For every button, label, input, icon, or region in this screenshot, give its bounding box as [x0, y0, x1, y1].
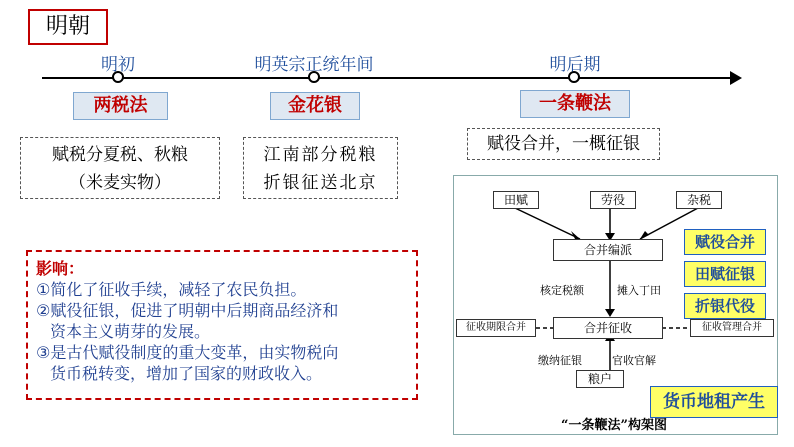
- policy-detail: [20, 137, 220, 199]
- impact-heading: 影响：: [36, 259, 85, 278]
- page-title: 明朝: [28, 9, 108, 45]
- policy-detail: [243, 137, 398, 199]
- edge-label: 官收官解: [612, 354, 656, 367]
- side-node: 征收管理合并: [690, 319, 774, 337]
- edge-label: 缴纳征银: [538, 354, 582, 367]
- source-node: 杂税: [676, 191, 722, 209]
- impact-line: ②赋役征银，促进了明朝中后期商品经济和: [36, 301, 339, 320]
- collect-node: 合并征收: [553, 317, 663, 339]
- source-node: 田赋: [493, 191, 539, 209]
- policy-detail: [467, 128, 660, 160]
- impact-line: 资本主义萌芽的发展。: [50, 322, 211, 341]
- merge-node: 合并编派: [553, 239, 663, 261]
- timeline-axis: [42, 77, 732, 79]
- note-label: 赋役合并: [684, 229, 766, 255]
- source-node: 劳役: [590, 191, 636, 209]
- policy-label: 两税法: [73, 92, 168, 120]
- policy-label: 金花银: [270, 92, 360, 120]
- edge-label: 核定税额: [540, 284, 584, 297]
- payer-node: 粮户: [576, 370, 624, 388]
- impact-box: [26, 250, 418, 400]
- note-label: 折银代役: [684, 293, 766, 319]
- period-label: 明初: [101, 55, 135, 75]
- detail-line: 折银征送北京: [263, 173, 378, 193]
- detail-line: （米麦实物）: [69, 173, 171, 193]
- period-label: 明英宗正统年间: [254, 55, 374, 75]
- side-node: 征收期限合并: [456, 319, 536, 337]
- edge-label: 摊入丁田: [617, 284, 661, 297]
- result-label: 货币地租产生: [650, 386, 778, 418]
- impact-line: ③是古代赋役制度的重大变革，由实物税向: [36, 343, 339, 362]
- policy-label: 一条鞭法: [520, 90, 630, 118]
- timeline-arrow-icon: [730, 71, 742, 85]
- detail-line: 江南部分税粮: [263, 145, 378, 165]
- detail-line: 赋役合并，一概征银: [487, 134, 640, 154]
- impact-line: 货币税转变，增加了国家的财政收入。: [50, 364, 323, 383]
- diagram-caption: “一条鞭法”构架图: [561, 418, 667, 433]
- detail-line: 赋税分夏税、秋粮: [52, 145, 188, 165]
- period-label: 明后期: [549, 55, 601, 75]
- note-label: 田赋征银: [684, 261, 766, 287]
- impact-line: ①简化了征收手续，减轻了农民负担。: [36, 280, 307, 299]
